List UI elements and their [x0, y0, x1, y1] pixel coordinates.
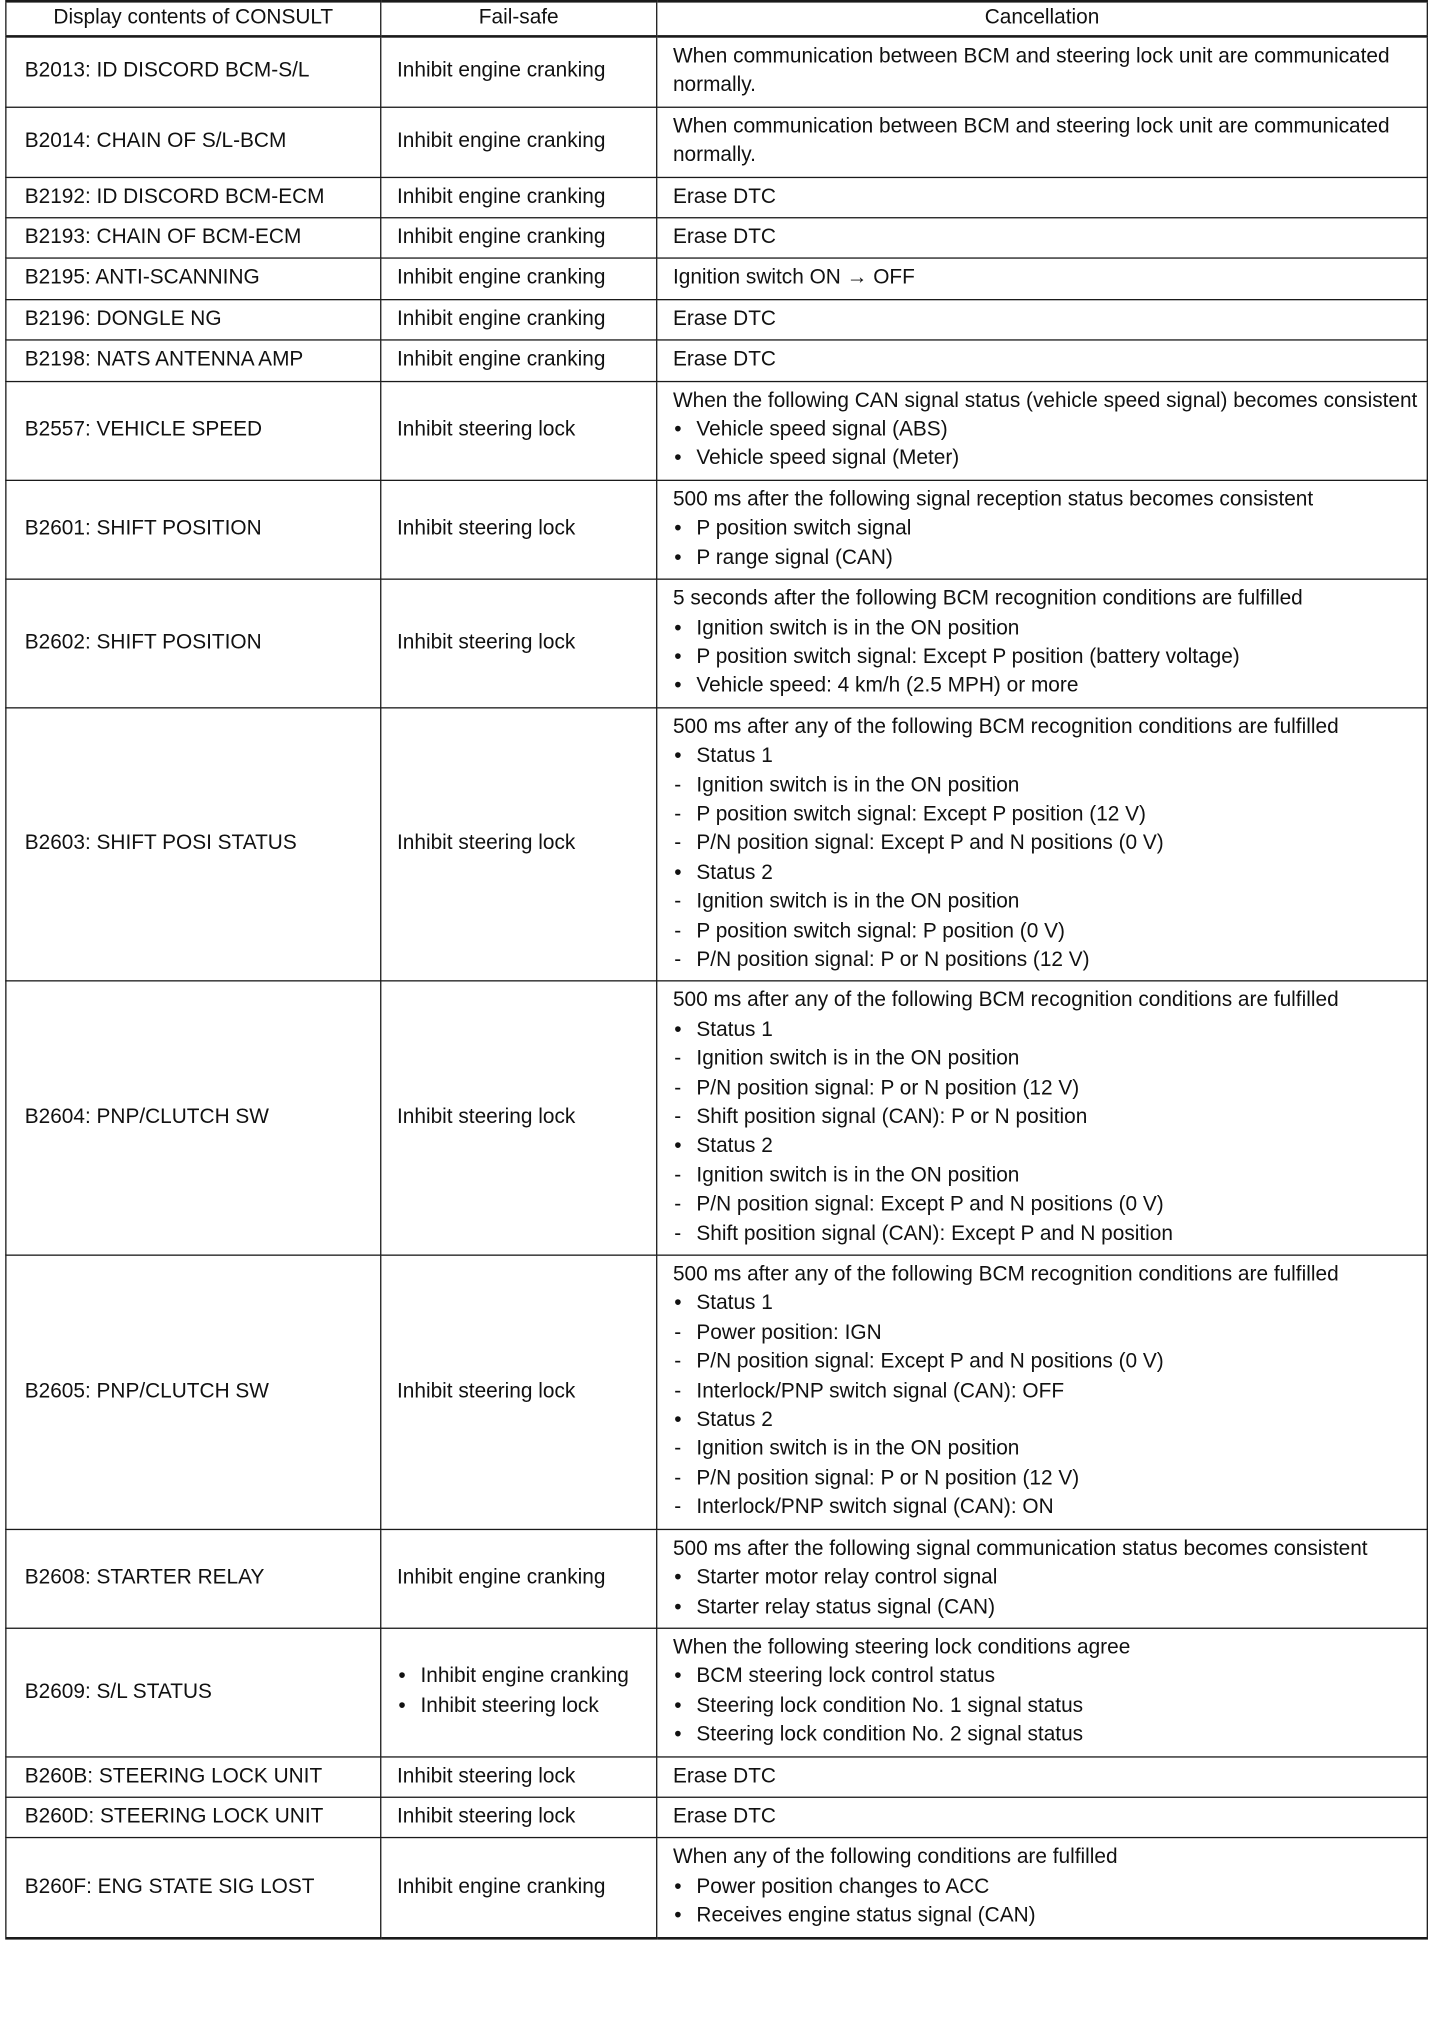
dash-mark: -	[674, 1496, 682, 1519]
bullet-item	[673, 1692, 1418, 1721]
cancellation-text: When communication between BCM and steering lock unit are communicated normally.	[672, 45, 1390, 97]
bullet-mark: •	[674, 1018, 682, 1042]
bullet-item	[673, 1564, 1418, 1593]
bullet-mark: •	[674, 1694, 682, 1717]
dash-item	[673, 1436, 1418, 1465]
cancellation-cell	[657, 36, 1428, 107]
table-header	[6, 1, 1427, 36]
cancellation-text: Ignition switch ON → OFF	[672, 267, 915, 290]
bullet-item	[673, 1133, 1418, 1162]
dtc-code-cell: B2602: SHIFT POSITION	[6, 579, 381, 707]
condition-text: Ignition switch is in the ON position	[696, 774, 1020, 797]
table-row	[6, 299, 1427, 340]
cancellation-cell	[657, 1797, 1428, 1838]
dash-item	[673, 1378, 1418, 1407]
dtc-code-cell: B2014: CHAIN OF S/L-BCM	[6, 107, 381, 177]
cancellation-cell	[657, 340, 1428, 381]
table-row	[6, 381, 1427, 480]
bullet-mark: •	[674, 616, 682, 639]
condition-text: P/N position signal: Except P and N positions (0 V)	[696, 1193, 1164, 1216]
condition-text: Status 1	[696, 1018, 773, 1042]
condition-text: Power position changes to ACC	[696, 1875, 990, 1898]
dash-mark: -	[674, 774, 682, 797]
condition-text: Vehicle speed signal (Meter)	[696, 447, 960, 470]
condition-text: Ignition switch is in the ON position	[696, 1164, 1020, 1187]
bullet-item	[673, 1721, 1418, 1750]
bullet-mark: •	[674, 1665, 682, 1688]
table-row	[6, 1529, 1427, 1628]
bullet-mark: •	[674, 645, 682, 669]
cancellation-text: 500 ms after the following signal communication status becomes consistent	[672, 1537, 1368, 1560]
cancellation-text: When any of the following conditions are fulfilled	[672, 1846, 1118, 1869]
bullet-mark: •	[674, 1292, 682, 1315]
condition-text: Receives engine status signal (CAN)	[696, 1904, 1036, 1927]
condition-text: P position switch signal: Except P position (12 V)	[696, 803, 1146, 826]
bullet-mark: •	[674, 1875, 682, 1898]
fail-safe-cell: Inhibit steering lock	[381, 1797, 657, 1838]
dtc-code-cell: B2603: SHIFT POSI STATUS	[6, 707, 381, 981]
bullet-mark: •	[674, 517, 682, 540]
bullet-item	[673, 515, 1418, 544]
dash-item	[673, 1104, 1418, 1133]
cancellation-cell	[657, 1529, 1428, 1628]
condition-text: Interlock/PNP switch signal (CAN): ON	[696, 1496, 1054, 1519]
cancellation-cell	[657, 259, 1428, 300]
bullet-mark: •	[674, 1904, 682, 1927]
bullet-mark: •	[674, 1135, 682, 1158]
table-row	[6, 1756, 1427, 1797]
bullet-mark: •	[398, 1665, 406, 1688]
fail-safe-cell: Inhibit steering lock	[381, 1255, 657, 1529]
cancellation-text: Erase DTC	[672, 1764, 776, 1787]
dtc-code-cell: B2557: VEHICLE SPEED	[6, 381, 381, 480]
dash-mark: -	[674, 1193, 682, 1216]
condition-text: Status 1	[696, 1292, 773, 1315]
dash-item	[673, 1075, 1418, 1104]
dtc-code-cell: B2605: PNP/CLUTCH SW	[6, 1255, 381, 1529]
header-row	[6, 1, 1427, 36]
condition-text: P range signal (CAN)	[696, 546, 893, 569]
cancellation-cell	[657, 299, 1428, 340]
condition-text: Status 2	[696, 861, 773, 884]
cancellation-text: When the following CAN signal status (vehicle speed signal) becomes consistent	[672, 389, 1418, 412]
fail-safe-cell: Inhibit engine cranking	[381, 218, 657, 259]
cancellation-cell	[657, 707, 1428, 981]
bullet-mark: •	[674, 745, 682, 768]
fail-safe-text: Inhibit engine cranking	[420, 1665, 629, 1688]
condition-text: Status 2	[696, 1409, 773, 1432]
dash-mark: -	[674, 1321, 682, 1344]
table-row	[6, 340, 1427, 381]
dtc-code-cell: B2604: PNP/CLUTCH SW	[6, 981, 381, 1255]
header-cancellation: Cancellation	[657, 1, 1428, 36]
bullet-item	[673, 1663, 1418, 1692]
dash-mark: -	[674, 1164, 682, 1187]
bullet-item	[673, 1407, 1418, 1436]
fail-safe-cell: Inhibit steering lock	[381, 981, 657, 1255]
cancellation-cell	[657, 1628, 1428, 1756]
cancellation-text: Erase DTC	[672, 348, 776, 371]
fail-safe-item	[397, 1663, 647, 1692]
condition-text: Ignition switch is in the ON position	[696, 1048, 1020, 1071]
cancellation-text: Erase DTC	[672, 185, 776, 208]
fail-safe-cell: Inhibit engine cranking	[381, 36, 657, 107]
fail-safe-list	[397, 1663, 647, 1721]
table-row	[6, 1838, 1427, 1938]
dash-item	[673, 772, 1418, 801]
dash-mark: -	[674, 1048, 682, 1071]
dash-mark: -	[674, 1467, 682, 1490]
dash-mark: -	[674, 1438, 682, 1461]
dtc-code-cell: B260B: STEERING LOCK UNIT	[6, 1756, 381, 1797]
dtc-code-cell: B2195: ANTI-SCANNING	[6, 259, 381, 300]
table-row	[6, 259, 1427, 300]
condition-text: P/N position signal: P or N positions (12 V)	[696, 948, 1090, 972]
fail-safe-cell: Inhibit engine cranking	[381, 1838, 657, 1938]
condition-text: Starter relay status signal (CAN)	[696, 1595, 996, 1618]
bullet-item	[673, 1016, 1418, 1045]
fail-safe-cell: Inhibit engine cranking	[381, 340, 657, 381]
dash-item	[673, 888, 1418, 917]
table-row	[6, 107, 1427, 177]
condition-text: Power position: IGN	[696, 1321, 882, 1344]
cancellation-text: Erase DTC	[672, 1805, 776, 1828]
dash-mark: -	[674, 1351, 682, 1374]
fail-safe-cell	[381, 1628, 657, 1756]
cancellation-text: 500 ms after the following signal reception status becomes consistent	[672, 488, 1314, 511]
header-display-contents: Display contents of CONSULT	[6, 1, 381, 36]
bullet-item	[673, 1290, 1418, 1319]
cancellation-cell	[657, 107, 1428, 177]
table-row	[6, 579, 1427, 707]
bullet-item	[673, 1902, 1418, 1931]
cancellation-text: 500 ms after any of the following BCM recognition conditions are fulfilled	[672, 989, 1339, 1012]
fail-safe-cell: Inhibit steering lock	[381, 381, 657, 480]
dash-item	[673, 830, 1418, 859]
condition-text: Ignition switch is in the ON position	[696, 1438, 1020, 1461]
cancellation-cell	[657, 1838, 1428, 1938]
condition-text: Starter motor relay control signal	[696, 1566, 998, 1589]
table-row	[6, 981, 1427, 1255]
condition-text: P/N position signal: Except P and N positions (0 V)	[696, 832, 1164, 855]
condition-text: Interlock/PNP switch signal (CAN): OFF	[696, 1380, 1065, 1403]
condition-text: P/N position signal: P or N position (12 V)	[696, 1077, 1080, 1100]
table-body	[6, 36, 1427, 1937]
bullet-mark: •	[398, 1694, 406, 1717]
condition-text: Shift position signal (CAN): P or N position	[696, 1106, 1088, 1129]
cancellation-text: 500 ms after any of the following BCM recognition conditions are fulfilled	[672, 715, 1339, 739]
cancellation-cell	[657, 1255, 1428, 1529]
cancellation-cell	[657, 1756, 1428, 1797]
dash-item	[673, 1348, 1418, 1377]
cancellation-text: 500 ms after any of the following BCM recognition conditions are fulfilled	[672, 1263, 1339, 1286]
fail-safe-cell: Inhibit engine cranking	[381, 1529, 657, 1628]
condition-text: Status 1	[696, 745, 773, 768]
dash-mark: -	[674, 1380, 682, 1403]
table-row	[6, 707, 1427, 981]
condition-text: Shift position signal (CAN): Except P and N position	[696, 1222, 1173, 1245]
condition-text: P position switch signal: P position (0 V)	[696, 919, 1065, 942]
dash-item	[673, 1465, 1418, 1494]
fail-safe-cell: Inhibit steering lock	[381, 480, 657, 579]
dash-mark: -	[674, 803, 682, 826]
bullet-item	[673, 673, 1418, 702]
table-row	[6, 480, 1427, 579]
condition-text: Vehicle speed signal (ABS)	[696, 418, 948, 441]
dash-mark: -	[674, 1222, 682, 1245]
bullet-mark: •	[674, 1723, 682, 1747]
condition-text: Vehicle speed: 4 km/h (2.5 MPH) or more	[696, 675, 1079, 698]
condition-text: Ignition switch is in the ON position	[696, 890, 1020, 913]
dash-mark: -	[674, 832, 682, 855]
fail-safe-cell: Inhibit steering lock	[381, 1756, 657, 1797]
condition-text: P/N position signal: Except P and N positions (0 V)	[696, 1351, 1164, 1374]
fail-safe-cell: Inhibit steering lock	[381, 707, 657, 981]
cancellation-cell	[657, 218, 1428, 259]
dash-item	[673, 1191, 1418, 1220]
fail-safe-cell: Inhibit engine cranking	[381, 107, 657, 177]
cancellation-cell	[657, 981, 1428, 1255]
bullet-mark: •	[674, 1409, 682, 1432]
cancellation-text: Erase DTC	[672, 226, 776, 249]
dtc-code-cell: B2196: DONGLE NG	[6, 299, 381, 340]
fail-safe-item	[397, 1692, 647, 1721]
bullet-item	[673, 1873, 1418, 1902]
dtc-code-cell: B2013: ID DISCORD BCM-S/L	[6, 36, 381, 107]
dtc-code-cell: B2609: S/L STATUS	[6, 1628, 381, 1756]
condition-text: Steering lock condition No. 2 signal status	[696, 1723, 1084, 1747]
bullet-item	[673, 859, 1418, 888]
table-row	[6, 1797, 1427, 1838]
fail-safe-cell: Inhibit engine cranking	[381, 299, 657, 340]
bullet-mark: •	[674, 546, 682, 569]
bullet-item	[673, 1593, 1418, 1622]
cancellation-text: When the following steering lock conditions agree	[672, 1636, 1131, 1659]
cancellation-cell	[657, 480, 1428, 579]
dash-item	[673, 1045, 1418, 1074]
dash-mark: -	[674, 1077, 682, 1100]
bullet-item	[673, 643, 1418, 672]
dash-item	[673, 946, 1418, 975]
table-row	[6, 1255, 1427, 1529]
dtc-code-cell: B2193: CHAIN OF BCM-ECM	[6, 218, 381, 259]
bullet-item	[673, 544, 1418, 573]
dash-item	[673, 1319, 1418, 1348]
dash-item	[673, 1494, 1418, 1523]
dash-item	[673, 1220, 1418, 1249]
dtc-failsafe-table	[5, 0, 1428, 1939]
condition-text: Steering lock condition No. 1 signal status	[696, 1694, 1084, 1717]
bullet-mark: •	[674, 418, 682, 441]
bullet-mark: •	[674, 1566, 682, 1589]
bullet-mark: •	[674, 447, 682, 470]
dash-item	[673, 801, 1418, 830]
table-row	[6, 1628, 1427, 1756]
dash-mark: -	[674, 1106, 682, 1129]
cancellation-text: When communication between BCM and steering lock unit are communicated normally.	[672, 115, 1390, 167]
condition-text: BCM steering lock control status	[696, 1665, 996, 1688]
dash-item	[673, 1162, 1418, 1191]
dtc-code-cell: B260F: ENG STATE SIG LOST	[6, 1838, 381, 1938]
dash-mark: -	[674, 890, 682, 913]
bullet-item	[673, 445, 1418, 474]
bullet-mark: •	[674, 675, 682, 698]
dtc-code-cell: B2192: ID DISCORD BCM-ECM	[6, 177, 381, 218]
condition-text: Ignition switch is in the ON position	[696, 616, 1020, 639]
bullet-item	[673, 416, 1418, 445]
condition-text: P/N position signal: P or N position (12 V)	[696, 1467, 1080, 1490]
bullet-mark: •	[674, 861, 682, 884]
dash-mark: -	[674, 948, 682, 972]
cancellation-cell	[657, 177, 1428, 218]
cancellation-cell	[657, 579, 1428, 707]
dtc-code-cell: B260D: STEERING LOCK UNIT	[6, 1797, 381, 1838]
condition-text: Status 2	[696, 1135, 773, 1158]
bullet-item	[673, 742, 1418, 771]
cancellation-text: 5 seconds after the following BCM recognition conditions are fulfilled	[672, 587, 1303, 610]
fail-safe-cell: Inhibit engine cranking	[381, 177, 657, 218]
cancellation-text: Erase DTC	[672, 307, 776, 330]
dtc-code-cell: B2608: STARTER RELAY	[6, 1529, 381, 1628]
bullet-item	[673, 614, 1418, 643]
table-row	[6, 177, 1427, 218]
fail-safe-cell: Inhibit engine cranking	[381, 259, 657, 300]
dtc-code-cell: B2601: SHIFT POSITION	[6, 480, 381, 579]
fail-safe-cell: Inhibit steering lock	[381, 579, 657, 707]
condition-text: P position switch signal: Except P position (battery voltage)	[696, 645, 1240, 669]
cancellation-cell	[657, 381, 1428, 480]
dash-item	[673, 917, 1418, 946]
table-row	[6, 218, 1427, 259]
bullet-mark: •	[674, 1595, 682, 1618]
dtc-code-cell: B2198: NATS ANTENNA AMP	[6, 340, 381, 381]
fail-safe-text: Inhibit steering lock	[420, 1694, 599, 1717]
dash-mark: -	[674, 919, 682, 942]
header-fail-safe: Fail-safe	[381, 1, 657, 36]
condition-text: P position switch signal	[696, 517, 912, 540]
table-row	[6, 36, 1427, 107]
